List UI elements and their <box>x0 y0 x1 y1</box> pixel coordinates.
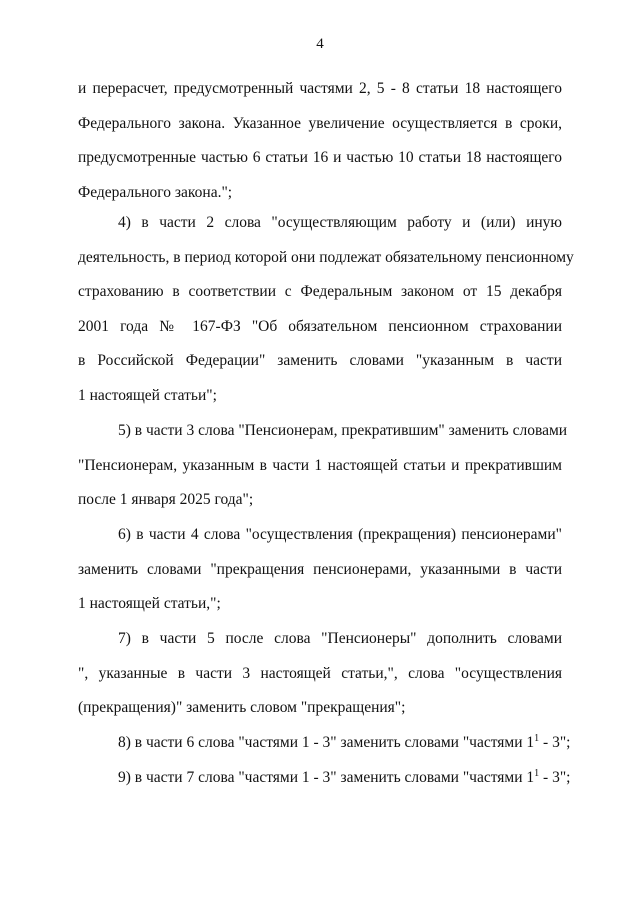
text-line: (прекращения)" заменить словом "прекращения"; <box>78 699 406 716</box>
paragraph-item-8 <box>78 726 571 761</box>
text-line: Федерального закона."; <box>78 183 233 201</box>
text-fragment: 9) в части 7 слова "частями 1 - 3" заменить словами "частями 1 <box>118 769 535 786</box>
text-line: 7) в части 5 после слова "Пенсионеры" дополнить словами <box>118 630 562 647</box>
text-line: заменить словами "прекращения пенсионерами, указанными в части <box>78 560 562 578</box>
text-line: страхованию в соответствии с Федеральным законом от 15 декабря <box>78 283 562 300</box>
text-line: деятельность, в период которой они подлежат обязательному пенсионному <box>78 248 574 266</box>
text-line: 5) в части 3 слова "Пенсионерам, прекратившим" заменить словами <box>118 422 568 439</box>
text-line: Федерального закона. Указанное увеличение осуществляется в сроки, <box>78 114 562 132</box>
text-line: предусмотренные частью 6 статьи 16 и частью 10 статьи 18 настоящего <box>78 149 562 166</box>
text-line: 2001 года № 167-ФЗ "Об обязательном пенсионном страховании <box>78 317 562 335</box>
text-fragment: - 3"; <box>539 734 571 751</box>
text-line: ", указанные в части 3 настоящей статьи,", слова "осуществления <box>78 664 562 682</box>
superscript: 1 <box>534 733 540 744</box>
text-line: после 1 января 2025 года"; <box>78 491 254 508</box>
text-line: 6) в части 4 слова "осуществления (прекращения) пенсионерами" <box>118 526 562 543</box>
paragraph-continuation <box>78 72 562 210</box>
text-line: "Пенсионерам, указанным в части 1 настоящей статьи и прекратившим <box>78 456 562 474</box>
text-line <box>78 726 571 761</box>
paragraph-item-6 <box>78 518 562 622</box>
text-line <box>78 761 571 796</box>
text-line: и перерасчет, предусмотренный частями 2, 5 - 8 статьи 18 настоящего <box>78 80 562 97</box>
paragraph-item-5 <box>78 414 568 518</box>
superscript: 1 <box>534 768 540 779</box>
text-line: 1 настоящей статьи,"; <box>78 595 221 612</box>
text-line: 4) в части 2 слова "осуществляющим работу и (или) иную <box>118 214 562 231</box>
paragraph-item-7 <box>78 622 562 726</box>
paragraph-item-9 <box>78 761 571 796</box>
text-line: 1 настоящей статьи"; <box>78 386 217 404</box>
page-number: 4 <box>316 36 324 52</box>
text-fragment: 8) в части 6 слова "частями 1 - 3" заменить словами "частями 1 <box>118 734 535 751</box>
text-line: в Российской Федерации" заменить словами "указанным в части <box>78 352 562 369</box>
paragraph-item-4 <box>78 206 574 413</box>
text-fragment: - 3"; <box>539 769 571 786</box>
